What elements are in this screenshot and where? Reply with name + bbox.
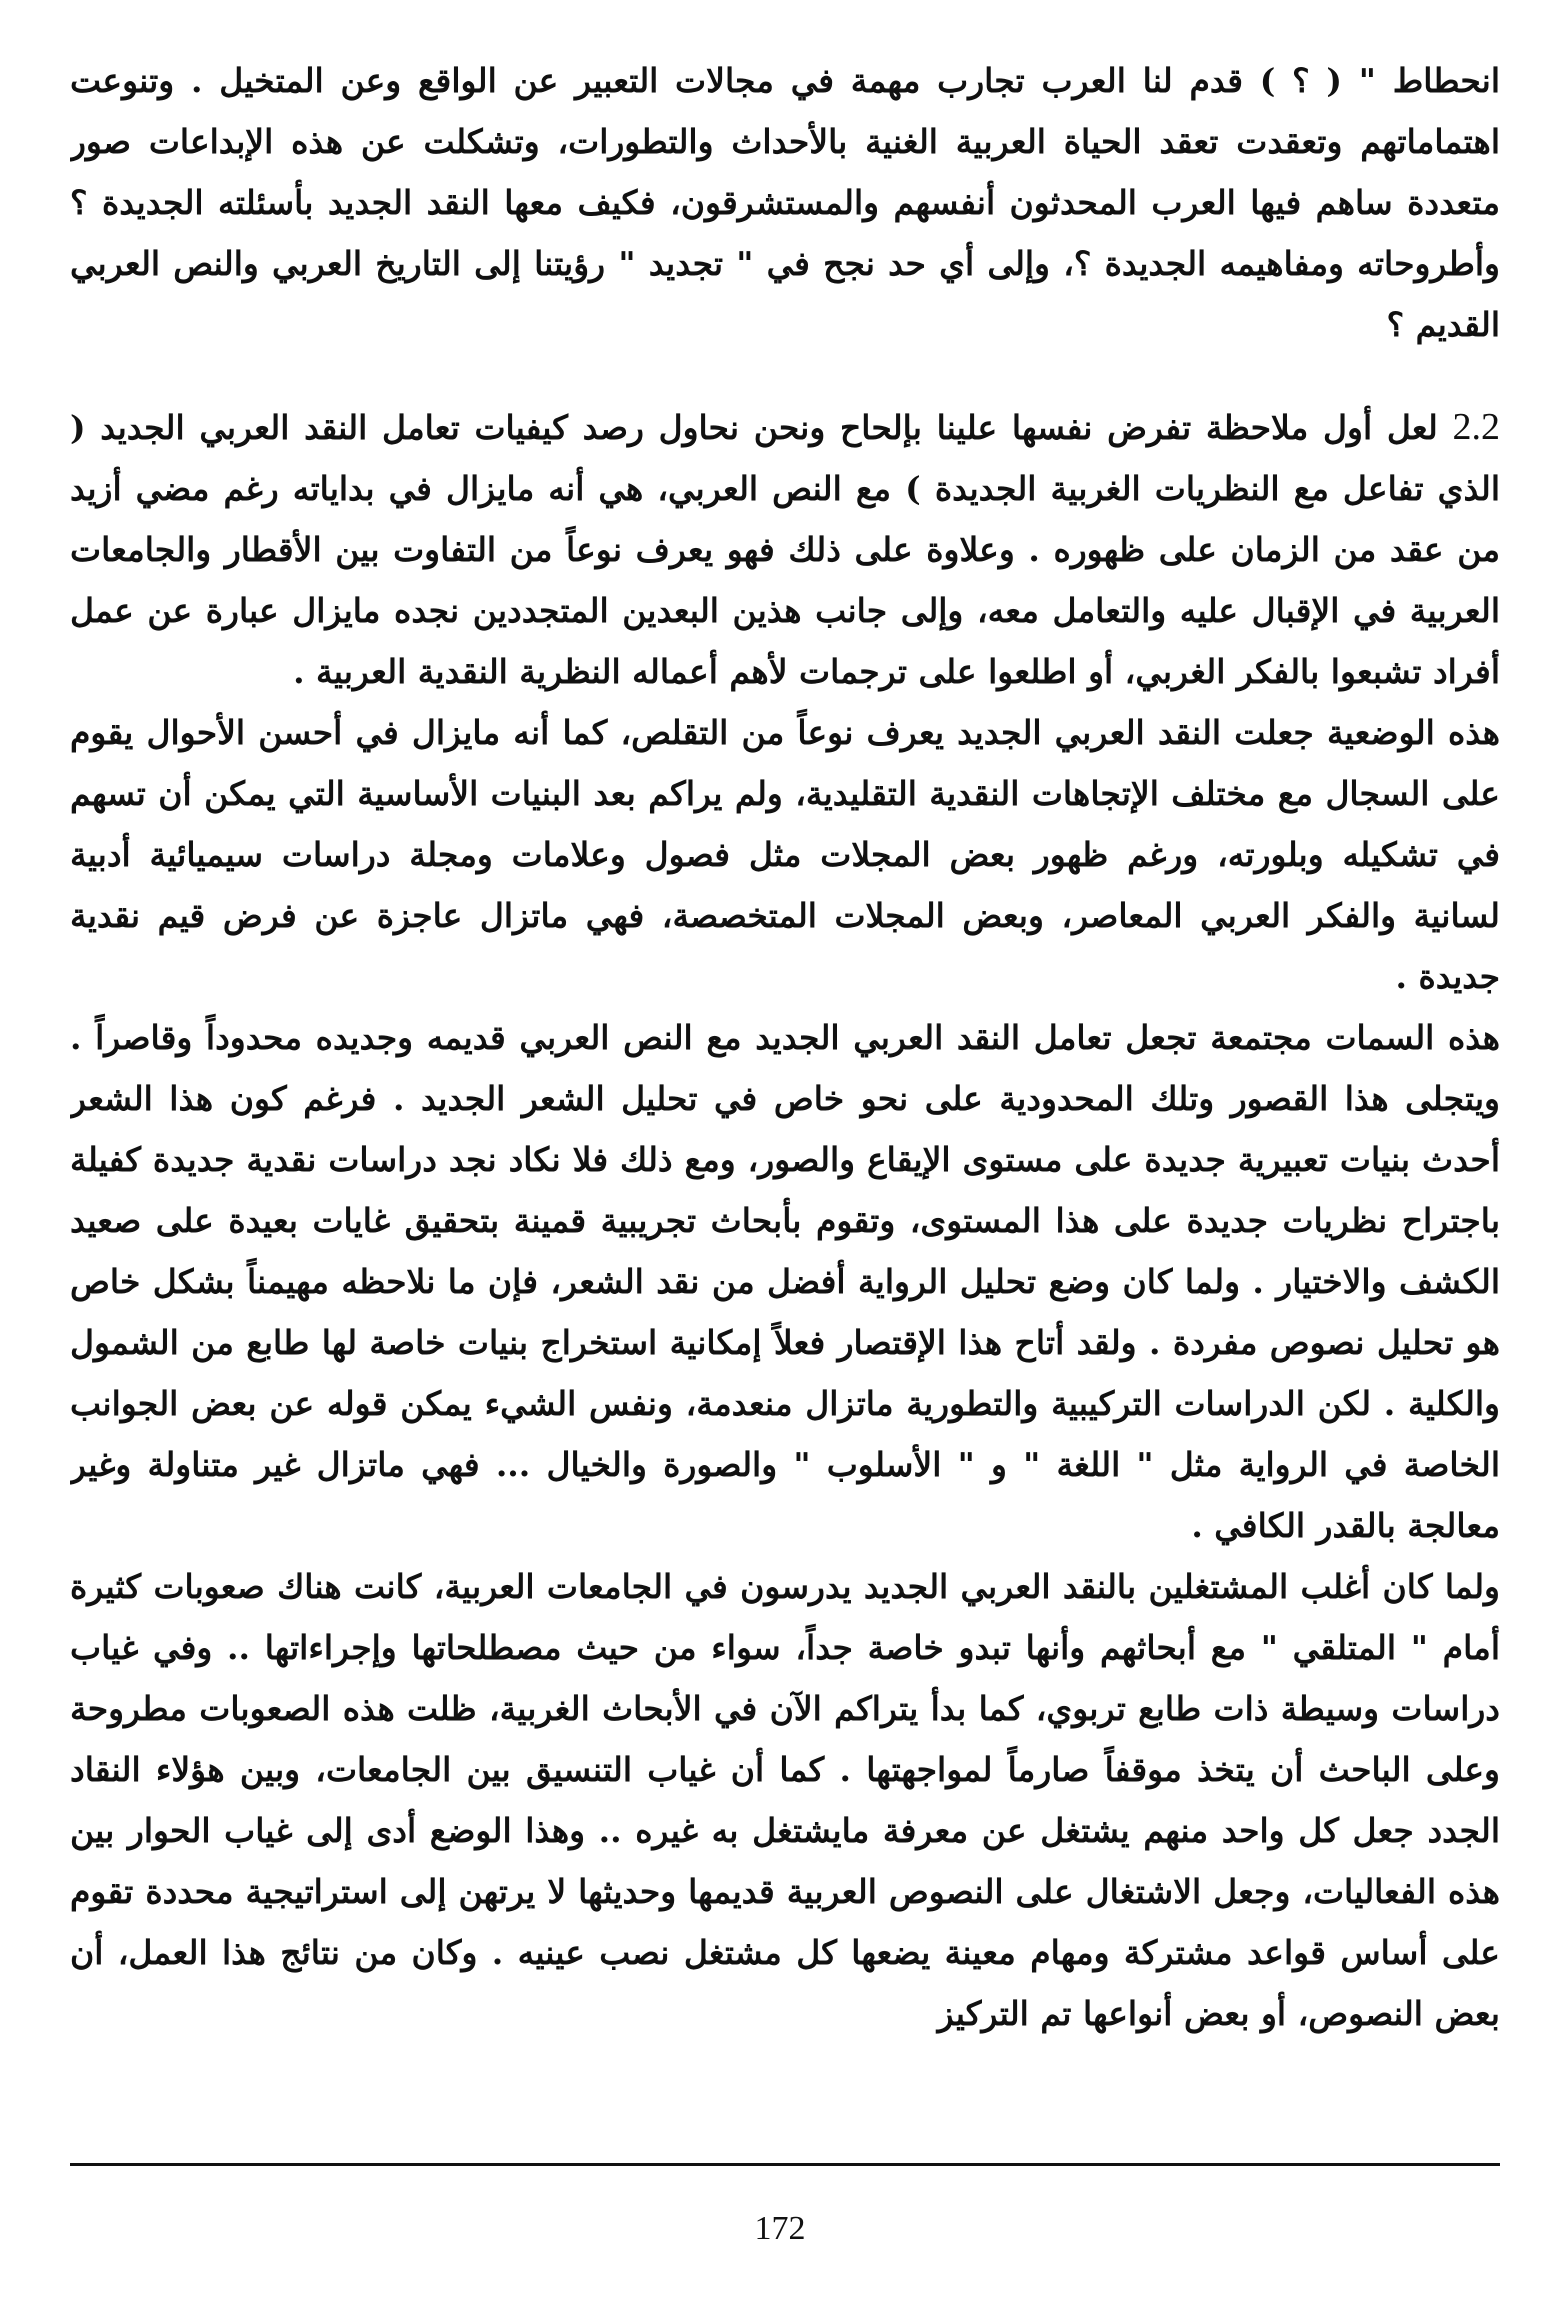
- paragraph-text: لعل أول ملاحظة تفرض نفسها علينا بإلحاح ونحن نحاول رصد كيفيات تعامل النقد العربي الجديد ( الذي تفاعل مع النظريات الغربية الجديدة ) مع النص العربي، هي أنه مايزال في بداياته رغم مضي أزيد من عقد من الزمان على ظهوره . وعلاوة على ذلك فهو يعرف نوعاً من التفاوت بين الأقطار والجامعات العربية في الإقبال عليه والتعامل معه، وإلى جانب هذين البعدين المتجددين نجده مايزال عبارة عن عمل أفراد تشبعوا بالفكر الغربي، أو اطلعوا على ترجمات لأهم أعماله النظرية النقدية العربية .: [70, 408, 1500, 691]
- paragraph-universities: [70, 1556, 1500, 2044]
- paragraph-text: هذه السمات مجتمعة تجعل تعامل النقد العربي الجديد مع النص العربي قديمه وجديده محدوداً وقاصراً . ويتجلى هذا القصور وتلك المحدودية على نحو خاص في تحليل الشعر الجديد . فرغم كون هذا الشعر أحدث بنيات تعبيرية جديدة على مستوى الإيقاع والصور، ومع ذلك فلا نكاد نجد دراسات نقدية جديدة كفيلة باجتراح نظريات جديدة على هذا المستوى، وتقوم بأبحاث تجريبية قمينة بتحقيق غايات بعيدة على صعيد الكشف والاختيار . ولما كان وضع تحليل الرواية أفضل من نقد الشعر، فإن ما نلاحظه مهيمناً بشكل خاص هو تحليل نصوص مفردة . ولقد أتاح هذا الإقتصار فعلاً إمكانية استخراج بنيات خاصة لها طابع من الشمول والكلية . لكن الدراسات التركيبية والتطورية ماتزال منعدمة، ونفس الشيء يمكن قوله عن بعض الجوانب الخاصة في الرواية مثل " اللغة " و " الأسلوب " والصورة والخيال ... فهي ماتزال غير متناولة وغير معالجة بالقدر الكافي .: [70, 1018, 1500, 1545]
- paragraph-text: هذه الوضعية جعلت النقد العربي الجديد يعرف نوعاً من التقلص، كما أنه مايزال في أحسن الأحوال يقوم على السجال مع مختلف الإتجاهات النقدية التقليدية، ولم يراكم بعد البنيات الأساسية التي يمكن أن تسهم في تشكيله وبلورته، ورغم ظهور بعض المجلات مثل فصول وعلامات ومجلة دراسات سيميائية أدبية لسانية والفكر العربي المعاصر، وبعض المجلات المتخصصة، فهي ماتزال عاجزة عن فرض قيم نقدية جديدة .: [70, 713, 1500, 996]
- paragraph-features: [70, 1007, 1500, 1556]
- page-number: 172: [754, 2210, 806, 2247]
- paragraph-intro: [70, 50, 1500, 355]
- paragraph-section-2-2: [70, 397, 1500, 702]
- paragraph-text: انحطاط " ( ؟ ) قدم لنا العرب تجارب مهمة في مجالات التعبير عن الواقع وعن المتخيل . وتنوعت اهتماماتهم وتعقدت تعقد الحياة العربية الغنية بالأحداث والتطورات، وتشكلت عن هذه الإبداعات صور متعددة ساهم فيها العرب المحدثون أنفسهم والمستشرقون، فكيف معها النقد الجديد بأسئلته الجديدة ؟ وأطروحاته ومفاهيمه الجديدة ؟، وإلى أي حد نجح في " تجديد " رؤيتنا إلى التاريخ العربي والنص العربي القديم ؟: [70, 61, 1500, 344]
- paragraph-situation: [70, 702, 1500, 1007]
- page-body: [70, 50, 1500, 2290]
- paragraph-text: ولما كان أغلب المشتغلين بالنقد العربي الجديد يدرسون في الجامعات العربية، كانت هناك صعوبات كثيرة أمام " المتلقي " مع أبحاثهم وأنها تبدو خاصة جداً، سواء من حيث مصطلحاتها وإجراءاتها .. وفي غياب دراسات وسيطة ذات طابع تربوي، كما بدأ يتراكم الآن في الأبحاث الغربية، ظلت هذه الصعوبات مطروحة وعلى الباحث أن يتخذ موقفاً صارماً لمواجهتها . كما أن غياب التنسيق بين الجامعات، وبين هؤلاء النقاد الجدد جعل كل واحد منهم يشتغل عن معرفة مايشتغل به غيره .. وهذا الوضع أدى إلى غياب الحوار بين هذه الفعاليات، وجعل الاشتغال على النصوص العربية قديمها وحديثها لا يرتهن إلى استراتيجية محددة تقوم على أساس قواعد مشتركة ومهام معينة يضعها كل مشتغل نصب عينيه . وكان من نتائج هذا العمل، أن بعض النصوص، أو بعض أنواعها تم التركيز: [70, 1567, 1500, 2033]
- body-text: [70, 50, 1500, 2044]
- footer-divider: [70, 2163, 1500, 2166]
- section-number: 2.2: [1452, 406, 1500, 448]
